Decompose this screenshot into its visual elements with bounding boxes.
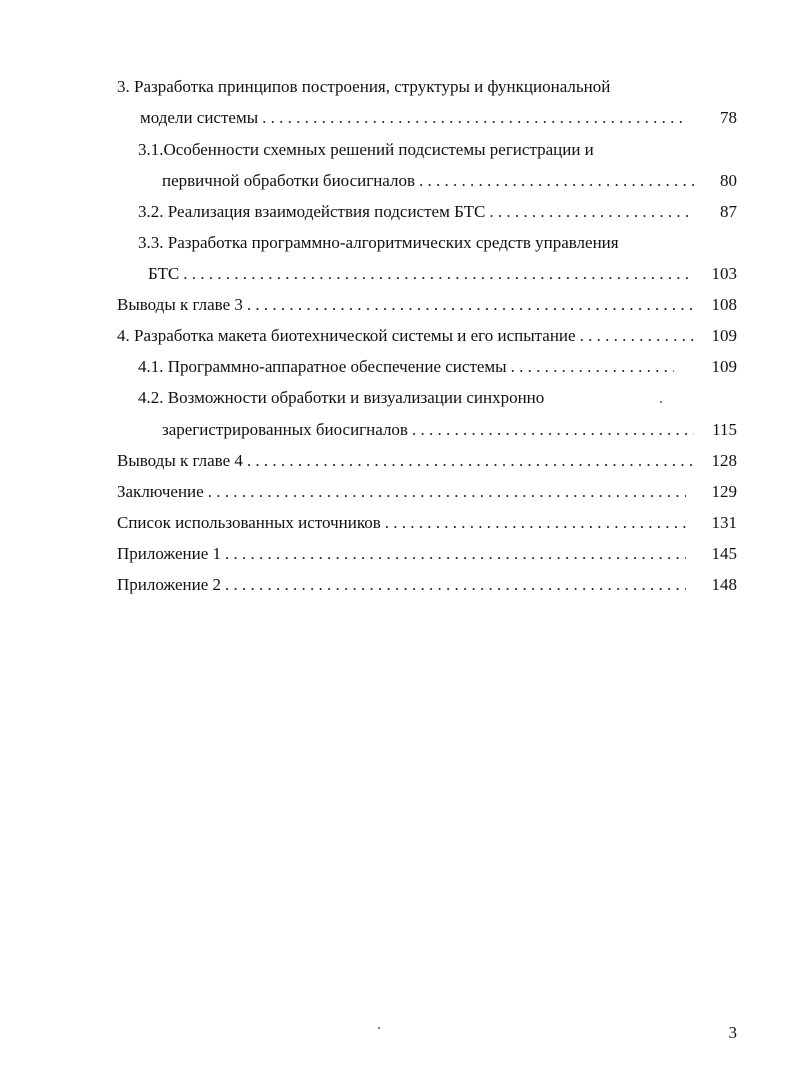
toc-entry-concl3 [117, 293, 700, 317]
toc-entry-s3-1-line1 [138, 138, 594, 162]
toc-entry-s3-3-line1 [138, 231, 619, 255]
dot-leader [412, 418, 694, 442]
toc-entry-s3-3-line2 [148, 262, 700, 286]
toc-entry-s4-2-line2 [162, 418, 700, 442]
toc-page-number: 115 [712, 420, 737, 439]
toc-page-number: 145 [711, 544, 737, 563]
toc-entry-ch4 [117, 324, 700, 348]
toc-entry-title: 4. Разработка макета биотехнической системы и его испытание [117, 326, 576, 345]
dot-leader [262, 106, 684, 130]
toc-entry-title: Выводы к главе 4 [117, 451, 243, 470]
toc-page-number: 103 [711, 264, 737, 283]
toc-page-number: 131 [711, 513, 737, 532]
toc-page-number: 87 [720, 202, 737, 221]
dot-leader [419, 169, 694, 193]
toc-entry-app2 [117, 573, 692, 597]
toc-entry-conclusion [117, 480, 692, 504]
dot-leader [511, 355, 674, 379]
toc-entry-s4-2-line1 [138, 386, 544, 410]
toc-page-number: 109 [711, 357, 737, 376]
toc-entry-title: 4.1. Программно-аппаратное обеспечение системы [138, 357, 507, 376]
toc-page-number: 148 [711, 575, 737, 594]
toc-entry-concl4 [117, 449, 700, 473]
scan-speck [378, 1027, 380, 1029]
dot-leader [247, 449, 694, 473]
toc-entry-title: модели системы [140, 108, 259, 127]
toc-entry-s4-1 [138, 355, 680, 379]
dot-leader [489, 200, 692, 224]
dot-leader [225, 573, 686, 597]
scan-speck [660, 401, 662, 403]
toc-entry-title: Приложение 1 [117, 544, 221, 563]
toc-entry-title: Приложение 2 [117, 575, 221, 594]
dot-leader [208, 480, 686, 504]
toc-page-number: 78 [720, 108, 737, 127]
toc-entry-s3-2 [138, 200, 698, 224]
toc-entry-app1 [117, 542, 692, 566]
toc-page-number: 128 [711, 451, 737, 470]
toc-entry-title: первичной обработки биосигналов [162, 171, 416, 190]
toc-entry-title: Выводы к главе 3 [117, 295, 243, 314]
toc-entry-title: Список использованных источников [117, 513, 381, 532]
toc-entry-title: 4.2. Возможности обработки и визуализации синхронно [138, 388, 545, 407]
toc-entry-title: 3.1.Особенности схемных решений подсистемы регистрации и [138, 140, 594, 159]
dot-leader [247, 293, 694, 317]
toc-entry-title: 3.3. Разработка программно-алгоритмических средств управления [138, 233, 619, 252]
dot-leader [225, 542, 686, 566]
toc-entry-title: 3. Разработка принципов построения, структуры и функциональной [117, 77, 611, 96]
dot-leader [385, 511, 686, 535]
toc-entry-title: 3.2. Реализация взаимодействия подсистем БТС [138, 202, 486, 221]
toc-page-number: 80 [720, 171, 737, 190]
toc-entry-title: зарегистрированных биосигналов [162, 420, 408, 439]
toc-page-number: 129 [711, 482, 737, 501]
toc-entry-refs [117, 511, 692, 535]
toc-entry-ch3-line1 [117, 75, 610, 99]
page-number: 3 [728, 1023, 737, 1042]
toc-page-number: 108 [711, 295, 737, 314]
toc-entry-s3-1-line2 [162, 169, 700, 193]
dot-leader [580, 324, 694, 348]
toc-entry-ch3-line2 [140, 106, 690, 130]
toc-entry-title: Заключение [117, 482, 204, 501]
toc-entry-title: БТС [148, 264, 180, 283]
toc-page-number: 109 [711, 326, 737, 345]
dot-leader [183, 262, 694, 286]
